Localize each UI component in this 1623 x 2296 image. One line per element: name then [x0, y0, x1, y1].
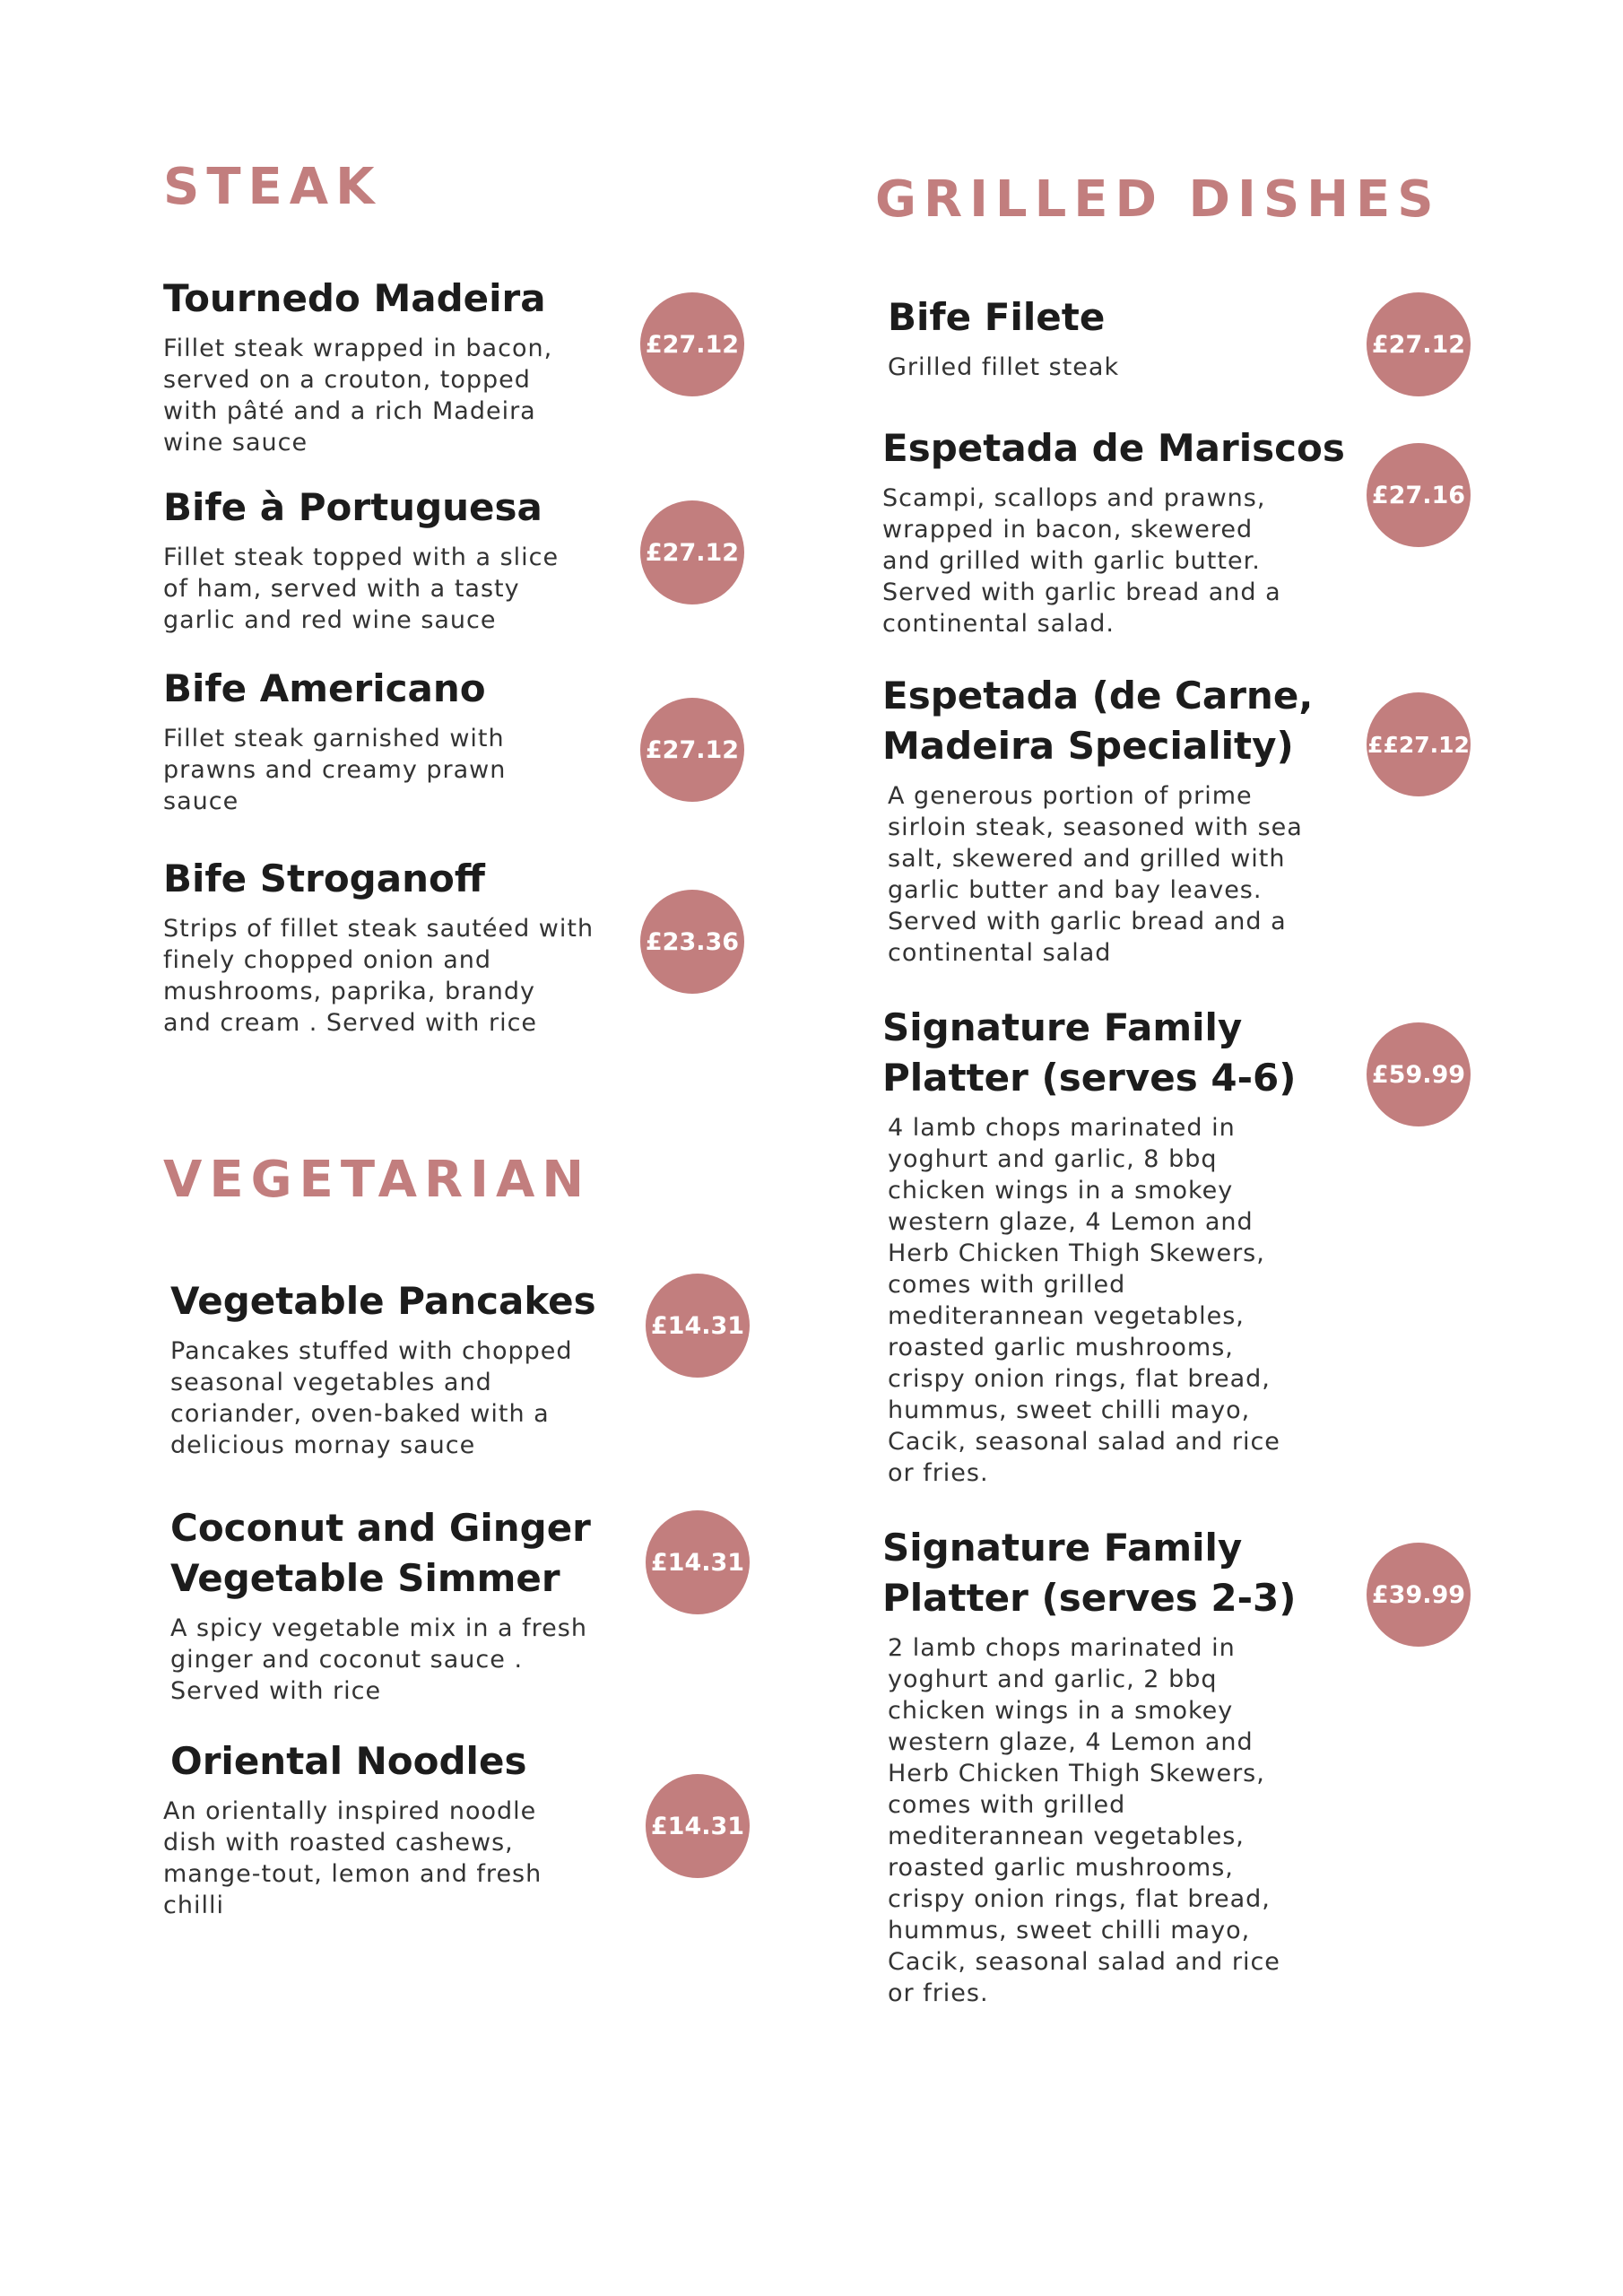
menu-item-bife-americano	[163, 664, 665, 817]
menu-item-bife-filete	[888, 292, 1354, 383]
item-description: 2 lamb chops marinated in yoghurt and garlic, 2 bbq chicken wings in a smokey western glaze, 4 Lemon and Herb Chicken Thigh Skewers, comes with grilled mediterannean vegetables, roasted garlic mushrooms, crispy onion rings, flat bread, hummus, sweet chilli mayo, Cacik, seasonal salad and rice or fries.	[888, 1634, 1280, 2007]
item-description: Pancakes stuffed with chopped seasonal vegetables and coriander, oven-baked with a delicious mornay sauce	[170, 1337, 573, 1459]
price-badge: £39.99	[1367, 1543, 1471, 1647]
item-description: Fillet steak garnished with prawns and creamy prawn sauce	[163, 725, 507, 815]
item-name: Signature Family Platter (serves 2-3)	[882, 1526, 1297, 1620]
item-name: Bife à Portuguesa	[163, 485, 542, 529]
item-description: A generous portion of prime sirloin steak, seasoned with sea salt, skewered and grilled with garlic butter and bay leaves. Served with garlic bread and a continental salad	[888, 782, 1303, 967]
menu-item-espetada-de-mariscos	[882, 423, 1349, 639]
item-name: Bife Americano	[163, 666, 486, 710]
item-description: Fillet steak topped with a slice of ham, served with a tasty garlic and red wine sauce	[163, 544, 560, 634]
item-description: 4 lamb chops marinated in yoghurt and garlic, 8 bbq chicken wings in a smokey western glaze, 4 Lemon and Herb Chicken Thigh Skewers, comes with grilled mediterannean vegetables, roasted garlic mushrooms, crispy onion rings, flat bread, hummus, sweet chilli mayo, Cacik, seasonal salad and rice or fries.	[888, 1114, 1280, 1487]
item-description: An orientally inspired noodle dish with roasted cashews, mange-tout, lemon and fresh chilli	[163, 1797, 542, 1919]
item-name: Oriental Noodles	[170, 1739, 527, 1783]
menu-item-bife-stroganoff	[163, 854, 665, 1039]
item-name: Bife Filete	[888, 295, 1106, 339]
price-badge: £14.31	[646, 1510, 750, 1614]
price-badge: ££27.12	[1367, 692, 1471, 796]
price-badge: £14.31	[646, 1774, 750, 1878]
item-description: A spicy vegetable mix in a fresh ginger and coconut sauce . Served with rice	[170, 1614, 587, 1705]
section-title-grilled-dishes: GRILLED DISHES	[875, 170, 1441, 229]
price-badge: £27.12	[640, 500, 744, 604]
item-name: Espetada de Mariscos	[882, 426, 1345, 470]
menu-item-family-platter-2-3	[882, 1523, 1349, 2009]
price-badge: £59.99	[1367, 1022, 1471, 1126]
item-description: Scampi, scallops and prawns, wrapped in bacon, skewered and grilled with garlic butter. Served with garlic bread and a continental salad.	[882, 484, 1281, 638]
item-name: Coconut and Ginger Vegetable Simmer	[170, 1506, 591, 1600]
item-name: Signature Family Platter (serves 4-6)	[882, 1005, 1297, 1100]
section-title-vegetarian: VEGETARIAN	[163, 1151, 592, 1209]
price-badge: £27.12	[1367, 292, 1471, 396]
menu-item-espetada-de-carne	[882, 671, 1349, 969]
menu-item-vegetable-pancakes	[170, 1276, 673, 1461]
item-name: Bife Stroganoff	[163, 857, 485, 900]
price-badge: £23.36	[640, 890, 744, 994]
item-name: Espetada (de Carne, Madeira Speciality)	[882, 674, 1314, 768]
menu-item-family-platter-4-6	[882, 1003, 1349, 1489]
price-badge: £14.31	[646, 1274, 750, 1378]
price-badge: £27.12	[640, 698, 744, 802]
menu-item-oriental-noodles	[163, 1736, 665, 1921]
section-title-steak: STEAK	[163, 158, 382, 216]
item-name: Vegetable Pancakes	[170, 1279, 596, 1323]
menu-item-coconut-ginger-simmer	[170, 1503, 673, 1707]
item-description: Grilled fillet steak	[888, 353, 1120, 381]
menu-item-bife-a-portuguesa	[163, 483, 665, 636]
item-description: Fillet steak wrapped in bacon, served on a crouton, topped with pâté and a rich Madeira wine sauce	[163, 335, 553, 457]
item-description: Strips of fillet steak sautéed with finely chopped onion and mushrooms, paprika, brandy and cream . Served with rice	[163, 915, 595, 1037]
price-badge: £27.12	[640, 292, 744, 396]
menu-item-tournedo-madeira	[163, 274, 665, 458]
price-badge: £27.16	[1367, 443, 1471, 547]
item-name: Tournedo Madeira	[163, 276, 546, 320]
